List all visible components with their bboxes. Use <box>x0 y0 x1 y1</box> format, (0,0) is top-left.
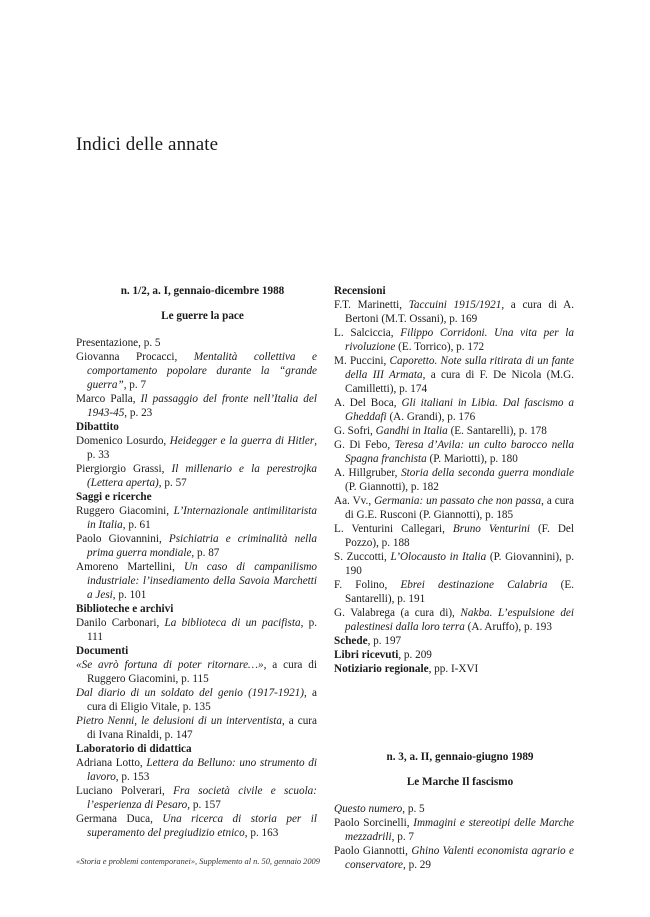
entry-heading: Libri ricevuti <box>334 649 399 661</box>
entry-text: (P. Giannotti), p. 182 <box>345 481 439 493</box>
entry-text: , p. 197 <box>367 635 402 647</box>
entry-text: , p. 7 <box>123 379 147 391</box>
entry-text: F. Folino, <box>334 579 401 591</box>
issue-theme: Le guerre la pace <box>161 310 244 322</box>
entry-heading: Schede <box>334 635 368 647</box>
index-entry <box>334 396 574 424</box>
index-entry <box>76 784 317 812</box>
entry-text: S. Zuccotti, <box>334 551 391 563</box>
index-entry <box>76 686 317 714</box>
index-entry <box>334 844 574 872</box>
entry-text: , a cura di F. De Nicola (M.G. Camilletti), p. 174 <box>345 369 574 395</box>
entry-text: L. Salciccia, <box>334 327 401 339</box>
entry-text: Ruggero Giacomini, <box>76 505 174 517</box>
index-entry <box>334 438 574 466</box>
entry-text: Piergiorgio Grassi, <box>76 463 172 475</box>
entry-text: A. Hillgruber, <box>334 467 402 479</box>
entry-title: Un caso di campanilismo industriale: l’insediamento della Savoia Marchetti a Jesi <box>87 561 317 601</box>
index-list <box>334 802 574 872</box>
entry-text: , pp. I-XVI <box>428 663 479 675</box>
entry-title: Heidegger e la guerra di Hitler <box>169 435 315 447</box>
index-entry <box>334 494 574 522</box>
entry-title: Una ricerca di storia per il superamento del pregiudizio etnico <box>87 813 317 839</box>
entry-title: Ghino Valenti economista agrario e conservatore <box>345 845 574 871</box>
index-entry <box>76 462 317 490</box>
entry-text: , p. 209 <box>398 649 432 661</box>
entry-title: Fra società civile e scuola: l’esperienza di Pesaro <box>87 785 317 811</box>
entry-title: Questo numero <box>334 803 403 815</box>
index-entry <box>76 350 317 392</box>
entry-text: , p. 61 <box>122 519 151 531</box>
entry-title: Gandhi in Italia <box>375 425 448 437</box>
index-entry <box>76 392 317 420</box>
index-entry <box>334 606 574 634</box>
index-entry <box>76 756 317 784</box>
entry-text: Adriana Lotto, <box>76 757 147 769</box>
entry-text: , p. 57 <box>158 477 187 489</box>
entry-title: Bruno Venturini <box>452 523 530 535</box>
entry-text: (E. Torrico), p. 172 <box>395 341 485 353</box>
entry-title: Filippo Corridoni. Una vita per la rivoluzione <box>345 327 574 353</box>
entry-title: Nakba. L’espulsione dei palestinesi dalla loro terra <box>345 607 574 633</box>
entry-text: , a cura di A. Bertoni (M.T. Ossani), p. 169 <box>345 299 574 325</box>
right-column <box>334 284 574 872</box>
index-entry <box>334 550 574 578</box>
entry-text: , p. 23 <box>124 407 153 419</box>
section-heading: Biblioteche e archivi <box>76 603 174 615</box>
entry-text: , a cura di Ruggero Giacomini, p. 115 <box>87 659 317 685</box>
entry-text: G. Sofri, <box>334 425 376 437</box>
entry-title: Lettera da Belluno: uno strumento di lavoro <box>87 757 317 783</box>
entry-text: A. Del Boca, <box>334 397 402 409</box>
section-heading: Recensioni <box>334 285 386 297</box>
entry-text: , p. 111 <box>87 617 318 643</box>
index-list <box>334 284 574 676</box>
entry-text: Paolo Giovannini, <box>76 533 169 545</box>
entry-title: L’Internazionale antimilitarista in Italia <box>87 505 317 531</box>
index-entry <box>76 504 317 532</box>
entry-text: Marco Palla, <box>76 393 141 405</box>
entry-text: , p. 163 <box>244 827 279 839</box>
entry-text: , p. 101 <box>112 589 147 601</box>
entry-text: , a cura di Ivana Rinaldi, p. 147 <box>87 715 317 741</box>
entry-text: , p. 87 <box>191 547 220 559</box>
entry-text: (E. Santarelli), p. 178 <box>447 425 547 437</box>
entry-text: Giovanna Procacci, <box>76 351 194 363</box>
entry-text: M. Puccini, <box>334 355 390 367</box>
entry-title: Pietro Nenni, le delusioni di un interventista <box>76 715 282 727</box>
entry-text: (A. Grandi), p. 176 <box>386 411 476 423</box>
entry-text: , p. 157 <box>187 799 221 811</box>
entry-text: , p. 5 <box>402 803 425 815</box>
index-entry <box>334 424 574 438</box>
entry-text: G. Di Febo, <box>334 439 395 451</box>
entry-title: Storia della seconda guerra mondiale <box>401 467 574 479</box>
section-heading: Dibattito <box>76 421 119 433</box>
entry-title: Psichiatria e criminalità nella prima guerra mondiale <box>87 533 317 559</box>
entry-text: , p. 7 <box>391 831 414 843</box>
index-entry <box>334 326 574 354</box>
index-entry <box>334 816 574 844</box>
section-heading: Laboratorio di didattica <box>76 743 192 755</box>
entry-text: Luciano Polverari, <box>76 785 174 797</box>
entry-text: (F. Del Pozzo), p. 188 <box>345 523 574 549</box>
index-entry <box>334 648 574 662</box>
section-heading: Saggi e ricerche <box>76 491 152 503</box>
entry-text: , p. 29 <box>403 859 431 871</box>
entry-text: (A. Aruffo), p. 193 <box>464 621 552 633</box>
index-entry <box>76 658 317 686</box>
entry-text: (P. Giovannini), p. 190 <box>345 551 574 577</box>
entry-title: Dal diario di un soldato del genio (1917-1921) <box>76 687 305 699</box>
entry-text: , a cura di Eligio Vitale, p. 135 <box>87 687 318 713</box>
issue-heading: n. 3, a. II, gennaio-giugno 1989 <box>386 751 534 763</box>
page-footer: «Storia e problemi contemporanei», Supplemento al n. 50, gennaio 2009 <box>76 857 320 866</box>
index-entry <box>334 298 574 326</box>
entry-text: G. Valabrega (a cura di), <box>334 607 461 619</box>
index-entry <box>76 532 317 560</box>
index-list <box>76 336 317 840</box>
entry-title: L’Olocausto in Italia <box>390 551 487 563</box>
entry-title: Caporetto. Note sulla ritirata di un fante della III Armata <box>345 355 574 381</box>
entry-title: Taccuini 1915/1921 <box>408 299 502 311</box>
entry-text: Danilo Carbonari, <box>76 617 165 629</box>
entry-title: Ebrei destinazione Calabria <box>400 579 548 591</box>
entry-heading: Notiziario regionale <box>334 663 429 675</box>
index-entry <box>334 354 574 396</box>
entry-text: Presentazione, p. 5 <box>76 337 161 349</box>
index-entry <box>334 578 574 606</box>
entry-text: (E. Santarelli), p. 191 <box>345 579 575 605</box>
entry-title: Immagini e stereotipi delle Marche mezzadrili <box>345 817 574 843</box>
index-entry <box>334 634 574 648</box>
index-entry <box>334 466 574 494</box>
entry-text: Germana Duca, <box>76 813 163 825</box>
entry-text: Paolo Giannotti, <box>334 845 412 857</box>
index-entry <box>76 434 317 462</box>
index-entry <box>334 802 574 816</box>
page-title: Indici delle annate <box>76 134 219 155</box>
entry-title: La biblioteca di un pacifista <box>164 617 301 629</box>
issue-heading: n. 1/2, a. I, gennaio-dicembre 1988 <box>120 285 285 297</box>
entry-text: , p. 153 <box>115 771 150 783</box>
entry-text: , a cura di G.E. Rusconi (P. Giannotti), p. 185 <box>345 495 574 521</box>
entry-text: Aa. Vv., <box>334 495 375 507</box>
section-heading: Documenti <box>76 645 129 657</box>
entry-title: Il passaggio del fronte nell’Italia del 1943-45 <box>87 393 317 419</box>
index-entry <box>76 714 317 742</box>
index-entry <box>334 522 574 550</box>
index-entry <box>76 812 317 840</box>
entry-text: , p. 33 <box>87 435 317 461</box>
index-entry <box>76 336 317 350</box>
entry-title: Teresa d’Avila: un culto barocco nella Spagna franchista <box>345 439 574 465</box>
entry-text: Paolo Sorcinelli, <box>334 817 414 829</box>
entry-title: «Se avrò fortuna di poter ritornare…» <box>76 659 264 671</box>
entry-text: F.T. Marinetti, <box>334 299 409 311</box>
entry-text: Domenico Losurdo, <box>76 435 170 447</box>
entry-title: Mentalità collettiva e comportamento popolare durante la “grande guerra” <box>87 351 317 391</box>
entry-title: Germania: un passato che non passa <box>374 495 542 507</box>
issue-theme: Le Marche Il fascismo <box>406 776 514 788</box>
left-column <box>76 284 317 840</box>
index-entry <box>76 560 317 602</box>
entry-title: Il millenario e la perestrojka (Lettera aperta) <box>87 463 317 489</box>
entry-text: Amoreno Martellini, <box>76 561 185 573</box>
index-entry <box>334 662 574 676</box>
entry-text: L. Venturini Callegari, <box>334 523 453 535</box>
entry-text: (P. Mariotti), p. 180 <box>426 453 518 465</box>
entry-title: Gli italiani in Libia. Dal fascismo a Gheddafi <box>345 397 574 423</box>
index-entry <box>76 616 317 644</box>
